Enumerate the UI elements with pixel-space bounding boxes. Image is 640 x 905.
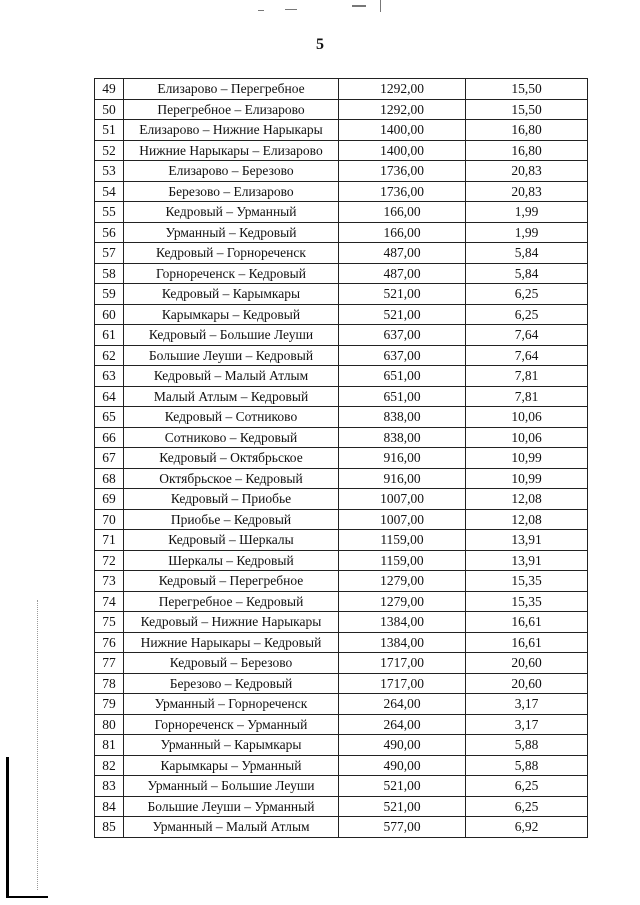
fare-price: 916,00	[339, 468, 466, 489]
row-number: 53	[95, 161, 124, 182]
row-number: 82	[95, 755, 124, 776]
table-row	[95, 612, 588, 633]
fare-rate: 16,61	[466, 612, 588, 633]
fare-table-body	[95, 79, 588, 838]
fare-rate: 10,06	[466, 427, 588, 448]
fare-price: 490,00	[339, 735, 466, 756]
table-row	[95, 284, 588, 305]
table-row	[95, 202, 588, 223]
table-row	[95, 161, 588, 182]
row-number: 72	[95, 550, 124, 571]
fare-price: 1292,00	[339, 99, 466, 120]
row-number: 79	[95, 694, 124, 715]
table-row	[95, 509, 588, 530]
row-number: 52	[95, 140, 124, 161]
route-name: Кедровый – Малый Атлым	[124, 366, 339, 387]
row-number: 70	[95, 509, 124, 530]
fare-rate: 6,92	[466, 817, 588, 838]
table-row	[95, 222, 588, 243]
table-row	[95, 325, 588, 346]
row-number: 80	[95, 714, 124, 735]
fare-rate: 5,88	[466, 755, 588, 776]
route-name: Горнореченск – Кедровый	[124, 263, 339, 284]
row-number: 78	[95, 673, 124, 694]
route-name: Урманный – Горнореченск	[124, 694, 339, 715]
fare-rate: 12,08	[466, 489, 588, 510]
route-name: Кедровый – Березово	[124, 653, 339, 674]
fare-price: 521,00	[339, 776, 466, 797]
fare-rate: 10,99	[466, 468, 588, 489]
table-row	[95, 99, 588, 120]
route-name: Карымкары – Кедровый	[124, 304, 339, 325]
fare-price: 651,00	[339, 386, 466, 407]
table-row	[95, 489, 588, 510]
fare-rate: 15,35	[466, 571, 588, 592]
route-name: Кедровый – Шеркалы	[124, 530, 339, 551]
fare-rate: 1,99	[466, 202, 588, 223]
fare-price: 1384,00	[339, 632, 466, 653]
table-row	[95, 243, 588, 264]
fare-price: 1717,00	[339, 673, 466, 694]
fare-rate: 16,61	[466, 632, 588, 653]
table-row	[95, 714, 588, 735]
row-number: 64	[95, 386, 124, 407]
row-number: 74	[95, 591, 124, 612]
fare-price: 1400,00	[339, 120, 466, 141]
binding-bar	[6, 757, 9, 897]
route-name: Кедровый – Перегребное	[124, 571, 339, 592]
row-number: 50	[95, 99, 124, 120]
row-number: 66	[95, 427, 124, 448]
row-number: 62	[95, 345, 124, 366]
fare-rate: 7,64	[466, 325, 588, 346]
route-name: Перегребное – Елизарово	[124, 99, 339, 120]
fare-price: 490,00	[339, 755, 466, 776]
route-name: Кедровый – Октябрьское	[124, 448, 339, 469]
fare-price: 1292,00	[339, 79, 466, 100]
row-number: 81	[95, 735, 124, 756]
fare-rate: 20,83	[466, 181, 588, 202]
fare-rate: 6,25	[466, 776, 588, 797]
fare-price: 264,00	[339, 694, 466, 715]
fare-rate: 6,25	[466, 796, 588, 817]
route-name: Кедровый – Приобье	[124, 489, 339, 510]
fare-price: 1007,00	[339, 509, 466, 530]
route-name: Большие Леуши – Урманный	[124, 796, 339, 817]
fare-rate: 16,80	[466, 140, 588, 161]
row-number: 73	[95, 571, 124, 592]
fare-rate: 5,88	[466, 735, 588, 756]
route-name: Кедровый – Сотниково	[124, 407, 339, 428]
table-row	[95, 181, 588, 202]
fare-rate: 3,17	[466, 714, 588, 735]
fare-price: 166,00	[339, 202, 466, 223]
route-name: Перегребное – Кедровый	[124, 591, 339, 612]
fare-table	[94, 78, 588, 838]
table-row	[95, 796, 588, 817]
route-name: Кедровый – Урманный	[124, 202, 339, 223]
fare-price: 577,00	[339, 817, 466, 838]
fare-rate: 6,25	[466, 304, 588, 325]
route-name: Урманный – Карымкары	[124, 735, 339, 756]
table-row	[95, 755, 588, 776]
row-number: 61	[95, 325, 124, 346]
row-number: 75	[95, 612, 124, 633]
fare-rate: 10,99	[466, 448, 588, 469]
fare-rate: 20,60	[466, 653, 588, 674]
row-number: 63	[95, 366, 124, 387]
row-number: 55	[95, 202, 124, 223]
row-number: 71	[95, 530, 124, 551]
row-number: 77	[95, 653, 124, 674]
fare-price: 521,00	[339, 284, 466, 305]
fare-price: 838,00	[339, 427, 466, 448]
table-row	[95, 550, 588, 571]
route-name: Кедровый – Карымкары	[124, 284, 339, 305]
fare-price: 1384,00	[339, 612, 466, 633]
table-row	[95, 427, 588, 448]
fare-price: 1279,00	[339, 571, 466, 592]
row-number: 57	[95, 243, 124, 264]
row-number: 60	[95, 304, 124, 325]
fare-price: 1279,00	[339, 591, 466, 612]
fare-price: 1717,00	[339, 653, 466, 674]
route-name: Малый Атлым – Кедровый	[124, 386, 339, 407]
fare-rate: 7,81	[466, 386, 588, 407]
route-name: Кедровый – Горнореченск	[124, 243, 339, 264]
fare-rate: 16,80	[466, 120, 588, 141]
row-number: 67	[95, 448, 124, 469]
fare-price: 637,00	[339, 325, 466, 346]
fare-rate: 5,84	[466, 243, 588, 264]
table-row	[95, 817, 588, 838]
table-row	[95, 304, 588, 325]
row-number: 51	[95, 120, 124, 141]
row-number: 76	[95, 632, 124, 653]
route-name: Урманный – Малый Атлым	[124, 817, 339, 838]
fare-price: 1400,00	[339, 140, 466, 161]
margin-dotted-line	[37, 600, 39, 890]
route-name: Елизарово – Перегребное	[124, 79, 339, 100]
table-row	[95, 386, 588, 407]
table-row	[95, 694, 588, 715]
binding-line	[6, 896, 48, 898]
fare-price: 1159,00	[339, 530, 466, 551]
route-name: Горнореченск – Урманный	[124, 714, 339, 735]
row-number: 85	[95, 817, 124, 838]
row-number: 69	[95, 489, 124, 510]
row-number: 83	[95, 776, 124, 797]
fare-rate: 15,35	[466, 591, 588, 612]
row-number: 65	[95, 407, 124, 428]
row-number: 49	[95, 79, 124, 100]
fare-rate: 5,84	[466, 263, 588, 284]
table-row	[95, 530, 588, 551]
row-number: 68	[95, 468, 124, 489]
table-row	[95, 591, 588, 612]
table-row	[95, 673, 588, 694]
route-name: Березово – Кедровый	[124, 673, 339, 694]
route-name: Кедровый – Нижние Нарыкары	[124, 612, 339, 633]
route-name: Нижние Нарыкары – Елизарово	[124, 140, 339, 161]
fare-rate: 7,81	[466, 366, 588, 387]
fare-rate: 7,64	[466, 345, 588, 366]
fare-price: 487,00	[339, 243, 466, 264]
fare-price: 651,00	[339, 366, 466, 387]
row-number: 59	[95, 284, 124, 305]
table-row	[95, 468, 588, 489]
row-number: 56	[95, 222, 124, 243]
fare-price: 521,00	[339, 796, 466, 817]
route-name: Карымкары – Урманный	[124, 755, 339, 776]
fare-price: 487,00	[339, 263, 466, 284]
table-row	[95, 263, 588, 284]
table-row	[95, 345, 588, 366]
table-row	[95, 653, 588, 674]
route-name: Елизарово – Нижние Нарыкары	[124, 120, 339, 141]
fare-rate: 20,60	[466, 673, 588, 694]
fare-rate: 15,50	[466, 79, 588, 100]
fare-rate: 20,83	[466, 161, 588, 182]
fare-price: 521,00	[339, 304, 466, 325]
fare-price: 1736,00	[339, 181, 466, 202]
fare-rate: 13,91	[466, 550, 588, 571]
route-name: Шеркалы – Кедровый	[124, 550, 339, 571]
route-name: Нижние Нарыкары – Кедровый	[124, 632, 339, 653]
fare-price: 264,00	[339, 714, 466, 735]
route-name: Большие Леуши – Кедровый	[124, 345, 339, 366]
scan-artifact	[352, 5, 366, 7]
fare-rate: 13,91	[466, 530, 588, 551]
table-row	[95, 120, 588, 141]
table-row	[95, 79, 588, 100]
fare-rate: 3,17	[466, 694, 588, 715]
scan-artifact	[285, 9, 297, 10]
fare-rate: 15,50	[466, 99, 588, 120]
route-name: Урманный – Кедровый	[124, 222, 339, 243]
route-name: Октябрьское – Кедровый	[124, 468, 339, 489]
scan-artifact	[380, 0, 381, 12]
table-row	[95, 735, 588, 756]
fare-price: 637,00	[339, 345, 466, 366]
fare-rate: 1,99	[466, 222, 588, 243]
table-row	[95, 366, 588, 387]
fare-price: 1736,00	[339, 161, 466, 182]
table-row	[95, 776, 588, 797]
fare-price: 838,00	[339, 407, 466, 428]
table-row	[95, 140, 588, 161]
fare-price: 1007,00	[339, 489, 466, 510]
route-name: Приобье – Кедровый	[124, 509, 339, 530]
fare-price: 916,00	[339, 448, 466, 469]
route-name: Елизарово – Березово	[124, 161, 339, 182]
fare-rate: 12,08	[466, 509, 588, 530]
page-number: 5	[316, 36, 324, 53]
scan-artifact	[258, 10, 264, 11]
row-number: 54	[95, 181, 124, 202]
fare-price: 166,00	[339, 222, 466, 243]
table-row	[95, 571, 588, 592]
fare-rate: 6,25	[466, 284, 588, 305]
route-name: Сотниково – Кедровый	[124, 427, 339, 448]
table-row	[95, 448, 588, 469]
fare-price: 1159,00	[339, 550, 466, 571]
table-row	[95, 407, 588, 428]
route-name: Березово – Елизарово	[124, 181, 339, 202]
table-row	[95, 632, 588, 653]
route-name: Урманный – Большие Леуши	[124, 776, 339, 797]
row-number: 58	[95, 263, 124, 284]
fare-rate: 10,06	[466, 407, 588, 428]
row-number: 84	[95, 796, 124, 817]
route-name: Кедровый – Большие Леуши	[124, 325, 339, 346]
